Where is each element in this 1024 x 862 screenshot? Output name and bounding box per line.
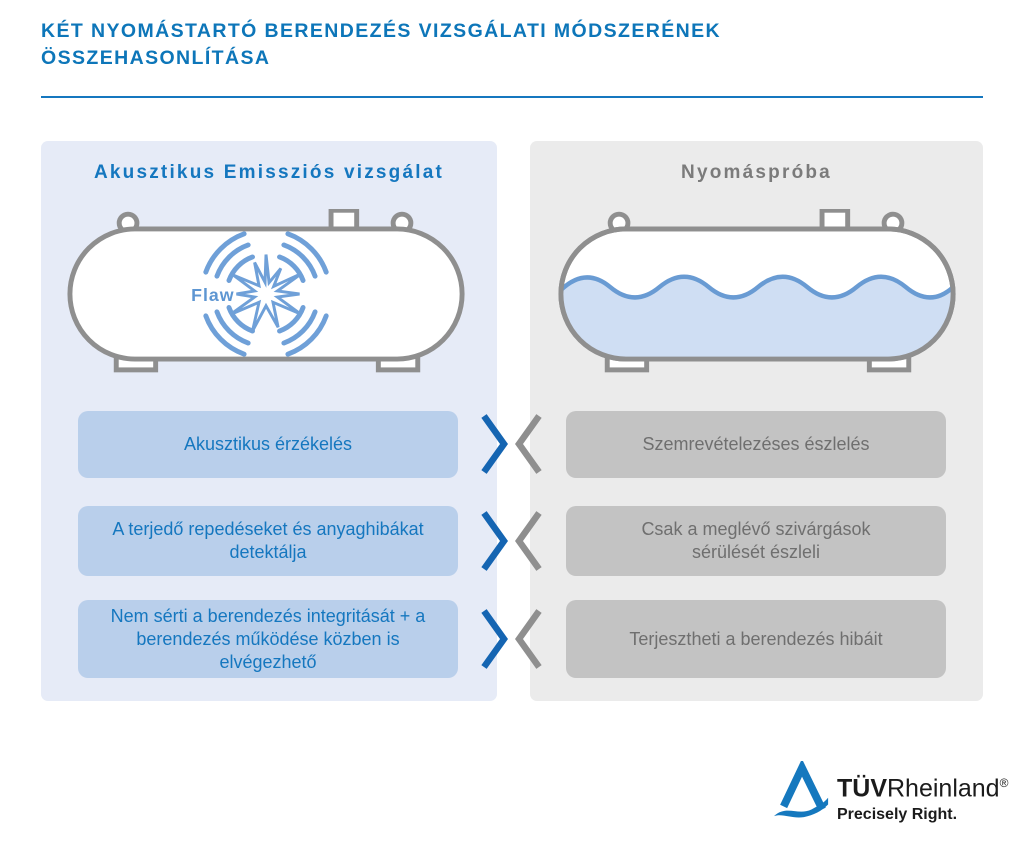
chevron-left-icon bbox=[515, 608, 543, 670]
feature-box-pressure-2: Csak a meglévő szivárgások sérülését észleli bbox=[566, 506, 946, 576]
title-divider bbox=[41, 96, 983, 98]
page-title: KÉT NYOMÁSTARTÓ BERENDEZÉS VIZSGÁLATI MÓDSZERÉNEK ÖSSZEHASONLÍTÁSA bbox=[41, 20, 721, 69]
tuv-rheinland-logo bbox=[773, 761, 1008, 824]
feature-box-acoustic-2: A terjedő repedéseket és anyaghibákat detektálja bbox=[78, 506, 458, 576]
panel-acoustic-emission bbox=[41, 141, 497, 701]
logo-text bbox=[837, 761, 1008, 824]
chevron-right-icon bbox=[480, 413, 508, 475]
chevron-left-icon bbox=[515, 413, 543, 475]
brand-name bbox=[837, 769, 1008, 802]
chevron-right-icon bbox=[480, 608, 508, 670]
flaw-label: Flaw bbox=[191, 284, 235, 305]
brand-rheinland: Rheinland bbox=[887, 774, 1000, 803]
chevron-left-icon bbox=[515, 510, 543, 572]
feature-box-acoustic-1: Akusztikus érzékelés bbox=[78, 411, 458, 478]
pressure-vessel-acoustic-icon bbox=[65, 209, 469, 379]
chevron-right-icon bbox=[480, 510, 508, 572]
pressure-vessel-water-icon bbox=[556, 209, 960, 379]
brand-tagline: Precisely Right. bbox=[837, 806, 958, 824]
brand-tuv: TÜV bbox=[837, 774, 887, 803]
feature-box-pressure-3: Terjesztheti a berendezés hibáit bbox=[566, 600, 946, 678]
feature-box-pressure-1: Szemrevételezéses észlelés bbox=[566, 411, 946, 478]
tuv-triangle-icon bbox=[773, 761, 831, 819]
panel-pressure-test bbox=[530, 141, 983, 701]
panel-title-acoustic: Akusztikus Emissziós vizsgálat bbox=[93, 162, 445, 183]
panel-title-pressure: Nyomáspróba bbox=[681, 162, 832, 183]
feature-box-acoustic-3: Nem sérti a berendezés integritását + a berendezés működése közben is elvégezhető bbox=[78, 600, 458, 678]
registered-mark: ® bbox=[999, 776, 1009, 790]
